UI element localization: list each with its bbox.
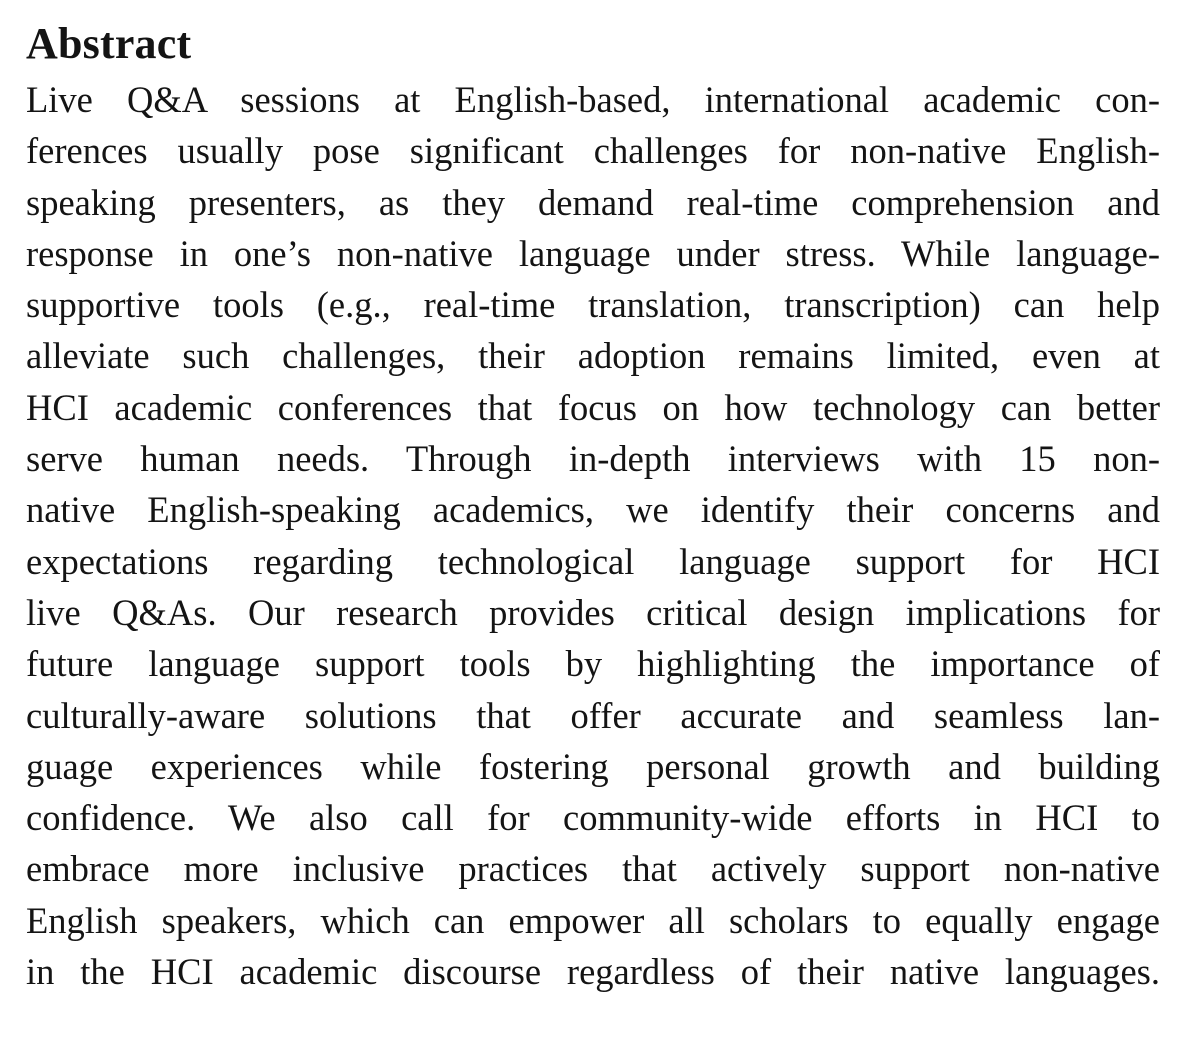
abstract-line: live Q&As. Our research provides critical design implications for [26, 591, 1160, 633]
abstract-line: confidence. We also call for community-wide efforts in HCI to [26, 797, 1160, 839]
abstract-line: HCI academic conferences that focus on how technology can better [26, 386, 1160, 428]
abstract-heading: Abstract [26, 19, 192, 68]
abstract-line: native English-speaking academics, we identify their concerns and [26, 489, 1160, 531]
abstract-line: culturally-aware solutions that offer accurate and seamless lan- [26, 694, 1160, 736]
abstract-line: English speakers, which can empower all scholars to equally engage [26, 899, 1160, 941]
abstract-section [26, 16, 1160, 997]
abstract-line: expectations regarding technological language support for HCI [26, 540, 1160, 582]
abstract-line: supportive tools (e.g., real-time translation, transcription) can help [26, 284, 1160, 326]
abstract-line: future language support tools by highlighting the importance of [26, 643, 1160, 685]
abstract-line: embrace more inclusive practices that actively support non-native [26, 848, 1160, 890]
abstract-line: serve human needs. Through in-depth interviews with 15 non- [26, 438, 1160, 480]
abstract-line: speaking presenters, as they demand real-time comprehension and [26, 181, 1160, 223]
abstract-body [26, 74, 1160, 997]
abstract-line: ferences usually pose significant challenges for non-native English- [26, 130, 1160, 172]
abstract-line: Live Q&A sessions at English-based, international academic con- [26, 79, 1160, 120]
abstract-line: alleviate such challenges, their adoption remains limited, even at [26, 335, 1160, 377]
abstract-line: response in one’s non-native language under stress. While language- [26, 232, 1160, 274]
abstract-line: guage experiences while fostering personal growth and building [26, 745, 1160, 787]
abstract-line: in the HCI academic discourse regardless of their native languages. [26, 951, 1160, 993]
